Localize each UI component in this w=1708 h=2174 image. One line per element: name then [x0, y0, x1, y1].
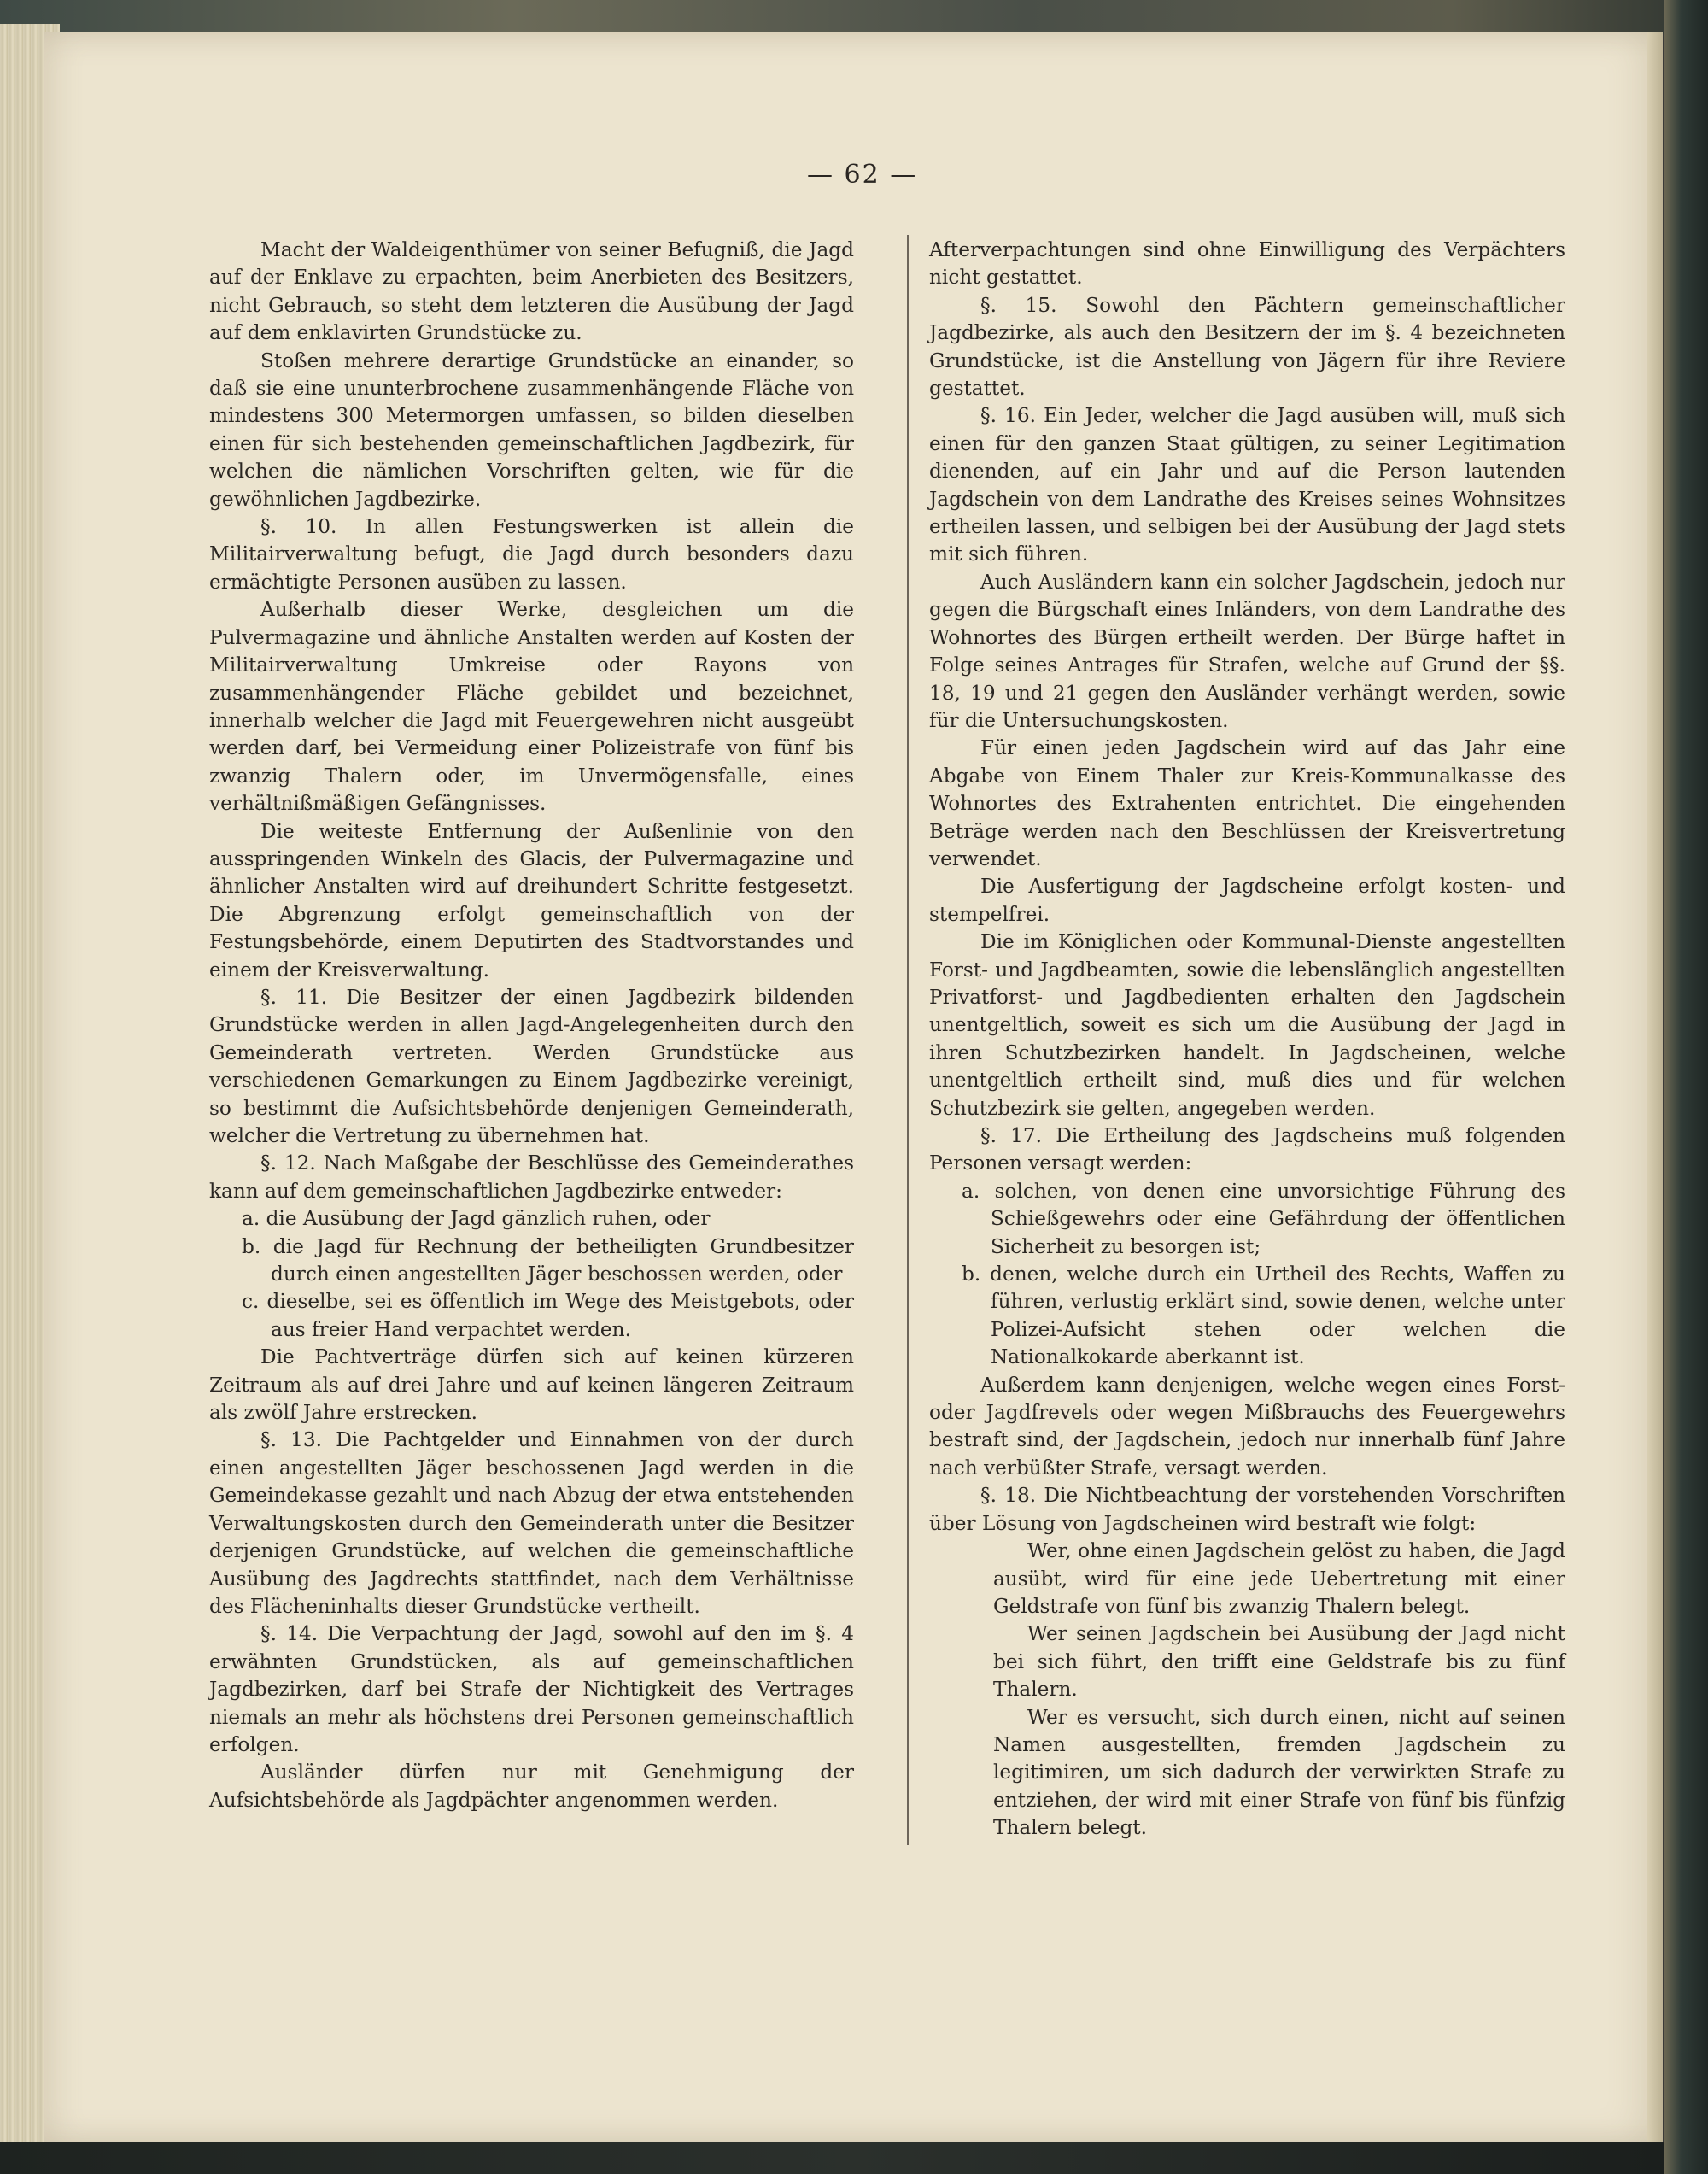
- paragraph: Außerhalb dieser Werke, desgleichen um die Pulvermagazine und ähnliche Anstalten werden auf Kosten der Militairverwaltung Umkreise oder Rayons von zusammenhängender Fläche gebildet und bezeichnet, innerhalb welcher die Jagd mit Feuergewehren nicht ausgeübt werden darf, bei Vermeidung einer Polizeistrafe von fünf bis zwanzig Thalern oder, im Unvermögensfalle, eines verhältnißmäßigen Gefängnisses.: [209, 598, 854, 816]
- list-item-b: b. die Jagd für Rechnung der betheiligten Grundbesitzer durch einen angestellten Jäger beschossen werden, oder: [242, 1234, 854, 1286]
- paragraph-section-13: §. 13. Die Pachtgelder und Einnahmen von der durch einen angestellten Jäger beschossenen Jagd werden in die Gemeindekasse gezahlt und nach Abzug der etwa entstehenden Verwaltungskosten durch den Gemeinderath unter die Besitzer derjenigen Grundstücke, auf welchen die gemeinschaftliche Ausübung des Jagdrechts stattfindet, nach dem Verhältnisse des Flächeninhalts dieser Grundstücke vertheilt.: [209, 1428, 854, 1618]
- paragraph-section-17: §. 17. Die Ertheilung des Jagdscheins muß folgenden Personen versagt werden:: [929, 1124, 1565, 1175]
- book-cover-bottom: [0, 2142, 1708, 2174]
- list-item-a: a. solchen, von denen eine unvorsichtige Führung des Schießgewehrs oder eine Gefährdung der öffentlichen Sicherheit zu besorgen ist;: [962, 1179, 1565, 1258]
- paragraph: Außerdem kann denjenigen, welche wegen eines Forst- oder Jagdfrevels oder wegen Mißbrauchs des Feuergewehrs bestraft sind, der Jagdschein, jedoch nur innerhalb fünf Jahre nach verbüßter Strafe, versagt werden.: [929, 1373, 1565, 1480]
- penalty-paragraph: Wer es versucht, sich durch einen, nicht auf seinen Namen ausgestellten, fremden Jagdschein zu legitimiren, um sich dadurch der verwirkten Strafe zu entziehen, der wird mit einer Strafe von fünf bis fünfzig Thalern belegt.: [993, 1705, 1565, 1840]
- penalty-paragraph: Wer seinen Jagdschein bei Ausübung der Jagd nicht bei sich führt, den trifft eine Geldstrafe bis zu fünf Thalern.: [993, 1622, 1565, 1702]
- right-column: [929, 237, 1565, 1843]
- paragraph-section-16: §. 16. Ein Jeder, welcher die Jagd ausüben will, muß sich einen für den ganzen Staat gültigen, zu seiner Legitimation dienenden, auf ein Jahr und auf die Person lautenden Jagdschein von dem Landrathe des Kreises seines Wohnsitzes ertheilen lassen, und selbigen bei der Ausübung der Jagd stets mit sich führen.: [929, 404, 1565, 566]
- book-cover-top: [0, 0, 1708, 34]
- paragraph: Die Pachtverträge dürfen sich auf keinen kürzeren Zeitraum als auf drei Jahre und auf keinen längeren Zeitraum als zwölf Jahre erstrecken.: [209, 1345, 854, 1425]
- paragraph-section-12: §. 12. Nach Maßgabe der Beschlüsse des Gemeinderathes kann auf dem gemeinschaftlichen Jagdbezirke entweder:: [209, 1151, 854, 1203]
- paragraph: Für einen jeden Jagdschein wird auf das Jahr eine Abgabe von Einem Thaler zur Kreis-Kommunalkasse des Wohnortes des Extrahenten entrichtet. Die eingehenden Beträge werden nach den Beschlüssen der Kreisvertretung verwendet.: [929, 736, 1565, 870]
- list-item-c: c. dieselbe, sei es öffentlich im Wege des Meistgebots, oder aus freier Hand verpachtet werden.: [242, 1290, 854, 1341]
- paragraph: Macht der Waldeigenthümer von seiner Befugniß, die Jagd auf der Enklave zu erpachten, beim Anerbieten des Besitzers, nicht Gebrauch, so steht dem letzteren die Ausübung der Jagd auf dem enklavirten Grundstücke zu.: [209, 238, 854, 345]
- book-cover-right: [1664, 0, 1708, 2174]
- paragraph-section-14: §. 14. Die Verpachtung der Jagd, sowohl auf den im §. 4 erwähnten Grundstücken, als auf gemeinschaftlichen Jagdbezirken, darf bei Strafe der Nichtigkeit des Vertrages niemals an mehr als höchstens drei Personen gemeinschaftlich erfolgen.: [209, 1622, 854, 1756]
- paragraph: Stoßen mehrere derartige Grundstücke an einander, so daß sie eine ununterbrochene zusammenhängende Fläche von mindestens 300 Metermorgen umfassen, so bilden dieselben einen für sich bestehenden gemeinschaftlichen Jagdbezirk, für welchen die nämlichen Vorschriften gelten, wie für die gewöhnlichen Jagdbezirke.: [209, 349, 854, 511]
- paragraph: Ausländer dürfen nur mit Genehmigung der Aufsichtsbehörde als Jagdpächter angenommen werden.: [209, 1761, 854, 1812]
- left-column: [209, 237, 895, 1814]
- paragraph: Die Ausfertigung der Jagdscheine erfolgt kosten- und stempelfrei.: [929, 875, 1565, 926]
- list-item-b: b. denen, welche durch ein Urtheil des Rechts, Waffen zu führen, verlustig erklärt sind, sowie denen, welche unter Polizei-Aufsicht stehen oder welchen die Nationalkokarde aberkannt ist.: [962, 1263, 1565, 1369]
- list-item-a: a. die Ausübung der Jagd gänzlich ruhen, oder: [242, 1207, 711, 1231]
- paragraph: Auch Ausländern kann ein solcher Jagdschein, jedoch nur gegen die Bürgschaft eines Inländers, von dem Landrathe des Wohnortes des Bürgen ertheilt werden. Der Bürge haftet in Folge seines Antrages für Strafen, welche auf Grund der §§. 18, 19 und 21 gegen den Ausländer verhängt werden, sowie für die Untersuchungskosten.: [929, 570, 1565, 732]
- paragraph: Afterverpachtungen sind ohne Einwilligung des Verpächters nicht gestattet.: [929, 238, 1565, 290]
- paragraph-section-11: §. 11. Die Besitzer der einen Jagdbezirk bildenden Grundstücke werden in allen Jagd-Angelegenheiten durch den Gemeinderath vertreten. Werden Grundstücke aus verschiedenen Gemarkungen zu Einem Jagdbezirke vereinigt, so bestimmt die Aufsichtsbehörde denjenigen Gemeinderath, welcher die Vertretung zu übernehmen hat.: [209, 985, 854, 1147]
- paragraph-section-15: §. 15. Sowohl den Pächtern gemeinschaftlicher Jagdbezirke, als auch den Besitzern der im §. 4 bezeichneten Grundstücke, ist die Anstellung von Jägern für ihre Reviere gestattet.: [929, 293, 1565, 401]
- column-divider: [907, 235, 909, 1845]
- paragraph: Die im Königlichen oder Kommunal-Dienste angestellten Forst- und Jagdbeamten, sowie die lebenslänglich angestellten Privatforst- und Jagdbedienten erhalten den Jagdschein unentgeltlich, soweit es sich um die Ausübung der Jagd in ihren Schutzbezirken handelt. In Jagdscheinen, welche unentgeltlich ertheilt sind, muß dies und für welchen Schutzbezirk sie gelten, angegeben werden.: [929, 930, 1565, 1120]
- paragraph-section-10: §. 10. In allen Festungswerken ist allein die Militairverwaltung befugt, die Jagd durch besonders dazu ermächtigte Personen ausüben zu lassen.: [209, 515, 854, 594]
- penalty-paragraph: Wer, ohne einen Jagdschein gelöst zu haben, die Jagd ausübt, wird für eine jede Uebertretung mit einer Geldstrafe von fünf bis zwanzig Thalern belegt.: [993, 1539, 1565, 1618]
- page-edge-right: [1647, 32, 1663, 2142]
- page-number: — 62 —: [807, 160, 918, 190]
- paragraph: Die weiteste Entfernung der Außenlinie von den ausspringenden Winkeln des Glacis, der Pulvermagazine und ähnlicher Anstalten wird auf dreihundert Schritte festgesetzt. Die Abgrenzung erfolgt gemeinschaftlich von der Festungsbehörde, einem Deputirten des Stadtvorstandes und einem der Kreisverwaltung.: [209, 819, 854, 982]
- paragraph-section-18: §. 18. Die Nichtbeachtung der vorstehenden Vorschriften über Lösung von Jagdscheinen wird bestraft wie folgt:: [929, 1484, 1565, 1535]
